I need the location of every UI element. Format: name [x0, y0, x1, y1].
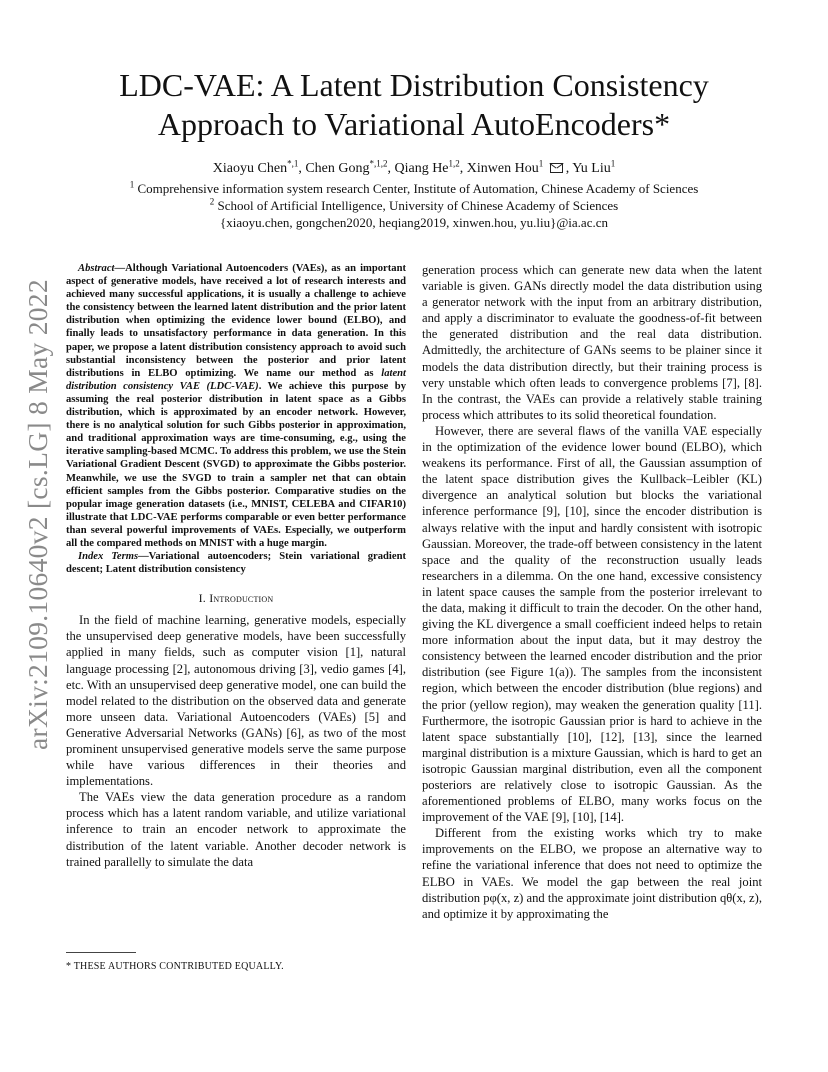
abstract-text-1: Although Variational Autoencoders (VAEs), as an important aspect of generative models, have received a lot of research interests and achieved many successful applications, it is usually a challenge to achieve the consistency between the learned latent distribution and the prior latent distribution when optimizing the evidence lower bound (ELBO), and finally leads to unsatisfactory performance in data generation. In this paper, we propose a latent distribution consistency approach to avoid such substantial inconsistency between the posterior and prior latent distributions in ELBO optimizing. We name our method as — [66, 263, 406, 379]
abstract-method-name: latent distribution consistency VAE (LDC-VAE) — [66, 367, 406, 392]
title-line-2: Approach to Variational AutoEncoders* — [157, 106, 671, 142]
affiliation-1-text: Comprehensive information system research Center, Institute of Automation, Chinese Academy of Sciences — [137, 181, 699, 196]
section-heading-introduction: I. Introduction — [198, 591, 274, 606]
author-sup: 1 — [538, 158, 544, 169]
arxiv-stamp[interactable]: arXiv:2109.10640v2 [cs.LG] 8 May 2022 — [22, 279, 53, 750]
footnote: * THESE AUTHORS CONTRIBUTED EQUALLY. — [66, 961, 284, 972]
affiliation-1 — [60, 181, 768, 197]
author-name: Xiaoyu Chen — [212, 161, 288, 176]
affiliation-2-sup: 2 — [209, 196, 215, 207]
author-emails: {xiaoyu.chen, gongchen2020, heqiang2019, xinwen.hou, yu.liu}@ia.ac.cn — [219, 215, 608, 230]
author-name: Yu Liu — [572, 161, 611, 176]
body-paragraph: generation process which can generate new data when the latent variable is given. GANs directly model the data distribution using a generator network with the input from an arbitrary distribution, and apply a discriminator to evaluate the goodness-of-fit between the generated distribution and the real data distribution. Admittedly, the architecture of GANs seems to be plainer since it models the data distribution directly, but their training process is very unstable which often leads to convergence problems [7], [8]. In the contrast, the VAEs can provide a relatively stable training process which attributes to its solid theoretical foundation. — [422, 263, 762, 422]
affiliation-2-text: School of Artificial Intelligence, University of Chinese Academy of Sciences — [217, 198, 619, 213]
author-name: Chen Gong — [305, 161, 370, 176]
abstract — [66, 262, 406, 550]
author-list: Xiaoyu Chen$^{*,1}$, Chen Gong$^{*,1,2}$, Qiang He$^{1,2}$, Xinwen Hou$^1$ , Yu Liu$^1$ — [212, 158, 616, 176]
author-name: Xinwen Hou — [466, 161, 539, 176]
right-column — [422, 262, 762, 922]
abstract-dash: — — [114, 263, 126, 274]
index-terms-text: —Variational autoencoders; Stein variational gradient descent; Latent distribution consistency — [66, 551, 406, 576]
body-paragraph: However, there are several flaws of the vanilla VAE especially in the optimization of the evidence lower bound (ELBO), which weakens its performance. First of all, the Gaussian assumption of the latent space distribution gives the Kullback–Leibler (KL) divergence an analytical solution but blocks the variational inference performance [9], [10], since the encoder distribution is always relative with the input and hardly consistent with isotropic Gaussian. Moreover, the trade-off between consistency in the latent space and the quality of the reconstruction usually leads researchers in a dilemma. On the one hand, excessive consistency in latent space causes the sample from the posterior irrelevant to the data, making it difficult to train the decoder. On the other hand, giving the KL divergence a small coefficient indeed helps to retain more information about the input data, but it may destroy the consistency between the learned encoder distribution and the prior distribution (see Figure 1(a)). The samples from the inconsistent region, which between the encoder distribution (blue regions) and the prior (yellow region), may weaken the generation quality [11]. Furthermore, the isotropic Gaussian prior is hard to achieve in the latent space substantially [10], [12], [13], since the learned marginal distribution is a mixture Gaussian, which is hard to get an isotropic Gaussian marginal distribution, even all the component posteriors are relatively close to isotropic Gaussian. As the aforementioned problems of ELBO, many works focus on the improvement of the VAE [9], [10], [14]. — [422, 423, 762, 825]
title-line-1: LDC-VAE: A Latent Distribution Consistency — [119, 67, 709, 103]
index-terms — [66, 550, 406, 576]
author-name: Qiang He — [394, 161, 449, 176]
body-paragraph: Different from the existing works which try to make improvements on the ELBO, we propose an alternative way to refine the variational inference that does not need to optimize the ELBO in VAEs. We model the gap between the real joint distribution pφ(x, z) and the approximate joint distribution qθ(x, z), and optimize it by approximating the — [422, 826, 762, 921]
footnote-divider — [66, 952, 136, 953]
affiliation-1-sup: 1 — [129, 179, 135, 190]
paper-title — [60, 66, 768, 144]
affiliation-2 — [60, 198, 768, 214]
author-sup: *,1,2 — [369, 158, 388, 169]
intro-paragraph: In the field of machine learning, generative models, especially the unsupervised deep generative models, have been successfully applied in many fields, such as computer vision [1], natural language processing [2], autonomous driving [3], vedio games [4], etc. With an unsupervised deep generative model, one can build the model related to the distribution on the observed data and generate more unseen data. Variational Autoencoders (VAEs) [5] and Generative Adversarial Networks (GANs) [6], as two of the most prominent unsupervised generative models serve the same purpose while have various differences in their theories and implementations. — [66, 613, 406, 789]
author-sup: *,1 — [287, 158, 299, 169]
envelope-icon[interactable] — [550, 163, 563, 173]
abstract-text-2: . We achieve this purpose by assuming the real posterior distribution in latent space as a Gibbs distribution, which is approximated by an encoder network. However, there is no analytical solution for such Gibbs posterior in approximation, and traditional approximation ways are time-consuming, e.g., using the iterative sampling-based MCMC. To address this problem, we use the Stein Variational Gradient Descent (SVGD) to approximate the Gibbs posterior. Meanwhile, we use the SVGD to train a sampler net that can obtain efficient samples from the Gibbs posterior. Comparative studies on the popular image generation datasets (i.e., MNIST, CELEBA and CIFAR10) illustrate that LDC-VAE performs comparable or even better performance than several powerful improvements of VAEs. Especially, we outperform all the compared methods on MNIST with a huge margin. — [66, 380, 406, 549]
index-terms-label: Index Terms — [78, 551, 139, 563]
author-sup: 1 — [610, 158, 616, 169]
author-sup: 1,2 — [448, 158, 460, 169]
abstract-label: Abstract — [78, 263, 115, 274]
left-column — [66, 262, 406, 870]
intro-paragraph: The VAEs view the data generation procedure as a random process which has a latent random variable, and utilize variational inference to train an encoder network to approximate the distribution of the latent variable. Another decoder network is trained parallelly to simulate the data — [66, 790, 406, 869]
